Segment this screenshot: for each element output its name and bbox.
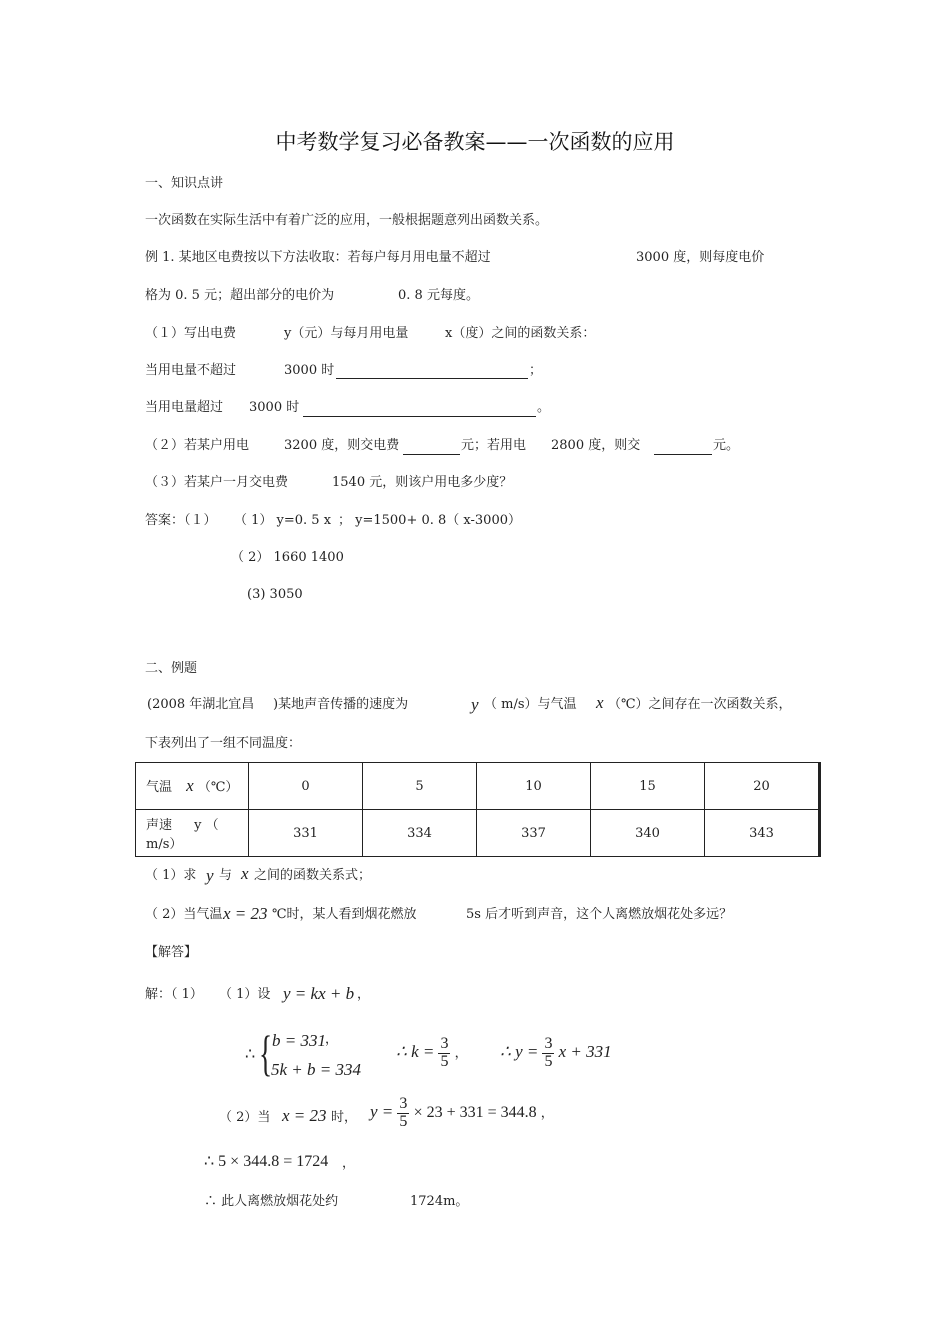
row-header-text: 气温 xyxy=(146,780,173,795)
answer-blank xyxy=(336,378,528,379)
example-text: 格为 0. 5 元；超出部分的电价为 xyxy=(145,288,335,303)
math-var: x xyxy=(596,693,604,712)
math-expr: ∴ k = xyxy=(396,1041,435,1061)
table-row xyxy=(136,763,820,810)
punctuation: 。 xyxy=(537,400,551,415)
question-text: 1540 元，则该户用电多少度？ xyxy=(332,475,513,490)
math-var: y xyxy=(194,818,202,833)
math-expr: y = xyxy=(370,1101,394,1121)
row-header xyxy=(136,810,249,857)
solution-text: 解：（ 1） xyxy=(145,987,203,1002)
question-text: y（元）与每月用电量 xyxy=(284,326,409,341)
question-text: （ 2）当气温 xyxy=(145,907,223,922)
punctuation: ， xyxy=(325,1032,339,1047)
table-cell: 15 xyxy=(591,763,705,810)
equation: b = 331 xyxy=(272,1031,326,1050)
question-text: （ 1）求 xyxy=(145,868,197,883)
conclusion-text: 1724m。 xyxy=(410,1194,469,1209)
question-text: （３）若某户一月交电费 xyxy=(145,475,289,490)
solution-label: 【解答】 xyxy=(145,945,198,960)
question-text: 当用电量不超过 xyxy=(145,363,237,378)
question-text: 3000 时 xyxy=(284,363,335,378)
answer-text: (3) 3050 xyxy=(247,587,303,602)
section-heading: 二、例题 xyxy=(145,661,198,676)
question-text: ℃时，某人看到烟花燃放 xyxy=(272,907,417,922)
table-cell: 337 xyxy=(477,810,591,857)
equation: 5k + b = 334 xyxy=(271,1060,361,1079)
answer-blank xyxy=(654,454,712,455)
denominator: 5 xyxy=(399,1112,408,1130)
punctuation: ， xyxy=(357,987,371,1002)
row-header-text: 声速 xyxy=(146,818,173,833)
solution-text: 时， xyxy=(331,1110,358,1125)
section-heading: 一、知识点讲 xyxy=(145,176,224,191)
answer-blank xyxy=(403,454,460,455)
solution-text: （ 2）当 xyxy=(219,1110,271,1125)
denominator: 5 xyxy=(440,1052,449,1070)
question-text: 3200 度，则交电费 xyxy=(284,438,400,453)
problem-text: )某地声音传播的速度为 xyxy=(273,697,409,712)
y-calculation xyxy=(370,1096,554,1140)
punctuation: ， xyxy=(454,1045,468,1061)
table-cell: 10 xyxy=(477,763,591,810)
fraction xyxy=(397,1096,409,1131)
question-text: （２）若某户用电 xyxy=(145,438,250,453)
example-text: 例 1. 某地区电费按以下方法收取：若每户每月用电量不超过 xyxy=(145,250,491,265)
row-header-unit: （℃） xyxy=(197,780,239,795)
table-cell: 343 xyxy=(705,810,820,857)
problem-text: （℃）之间存在一次函数关系， xyxy=(608,697,792,712)
math-expr: x = 23 xyxy=(282,1106,327,1125)
row-header-unit: （ m/s） xyxy=(146,818,219,852)
question-text: 之间的函数关系式； xyxy=(254,868,372,883)
question-text: 元；若用电 xyxy=(461,438,527,453)
question-text: 与 xyxy=(219,868,233,883)
data-table xyxy=(135,762,821,857)
math-expr: × 23 + 331 = 344.8 xyxy=(413,1103,537,1121)
question-text: 5s 后才听到声音，这个人离燃放烟花处多远？ xyxy=(466,907,733,922)
math-expr: y = kx + b xyxy=(283,984,355,1003)
math-expr: ∴ y = xyxy=(500,1041,539,1061)
table-cell: 331 xyxy=(249,810,363,857)
numerator: 3 xyxy=(399,1095,408,1112)
punctuation: ， xyxy=(342,1156,356,1171)
conclusion-text: ∴ 此人离燃放烟花处约 xyxy=(204,1194,339,1209)
punctuation: ； xyxy=(529,363,543,378)
question-text: 2800 度，则交 xyxy=(551,438,641,453)
table-cell: 20 xyxy=(705,763,820,810)
fraction xyxy=(438,1036,450,1071)
math-var: x xyxy=(241,864,249,883)
brace: { xyxy=(259,1025,273,1081)
solution-text: （ 1）设 xyxy=(219,987,271,1002)
row-header xyxy=(136,763,249,810)
problem-text: （ m/s）与气温 xyxy=(484,697,577,712)
question-text: 3000 时 xyxy=(249,400,300,415)
table-cell: 0 xyxy=(249,763,363,810)
example-text: 0. 8 元每度。 xyxy=(398,288,479,303)
numerator: 3 xyxy=(440,1035,449,1052)
table-cell: 5 xyxy=(363,763,477,810)
table-cell: 340 xyxy=(591,810,705,857)
question-text: 元。 xyxy=(713,438,740,453)
question-text: 当用电量超过 xyxy=(145,400,224,415)
math-var: y xyxy=(471,695,479,714)
question-text: （１）写出电费 xyxy=(145,326,237,341)
question-text: x（度）之间的函数关系： xyxy=(445,326,596,341)
answer-text: ； y=1500+ 0. 8（ x-3000） xyxy=(338,513,521,528)
answer-label: 答案：（１） xyxy=(145,513,217,528)
answer-blank xyxy=(303,416,536,417)
y-expression xyxy=(500,1036,612,1080)
table-row xyxy=(136,810,820,857)
table-cell: 334 xyxy=(363,810,477,857)
fraction xyxy=(542,1036,554,1071)
page-title: 中考数学复习必备教案——一次函数的应用 xyxy=(275,130,675,154)
answer-text: （ 2） 1660 1400 xyxy=(231,550,344,565)
math-expr: x = 23 xyxy=(223,904,268,923)
numerator: 3 xyxy=(544,1035,553,1052)
intro-text: 一次函数在实际生活中有着广泛的应用，一般根据题意列出函数关系。 xyxy=(145,213,549,228)
math-expr: x + 331 xyxy=(558,1041,612,1061)
k-value xyxy=(396,1036,468,1080)
therefore-symbol: ∴ xyxy=(245,1046,256,1063)
math-expr: ∴ 5 × 344.8 = 1724 xyxy=(204,1153,329,1170)
answer-text: （ 1） y=0. 5 x xyxy=(234,513,332,528)
math-var: y xyxy=(206,866,214,885)
punctuation: ， xyxy=(540,1105,554,1121)
problem-text: 下表列出了一组不同温度： xyxy=(145,736,302,751)
math-var: x xyxy=(186,776,194,795)
problem-text: (2008 年湖北宜昌 xyxy=(147,697,255,712)
denominator: 5 xyxy=(544,1052,553,1070)
example-text: 3000 度，则每度电价 xyxy=(636,250,765,265)
